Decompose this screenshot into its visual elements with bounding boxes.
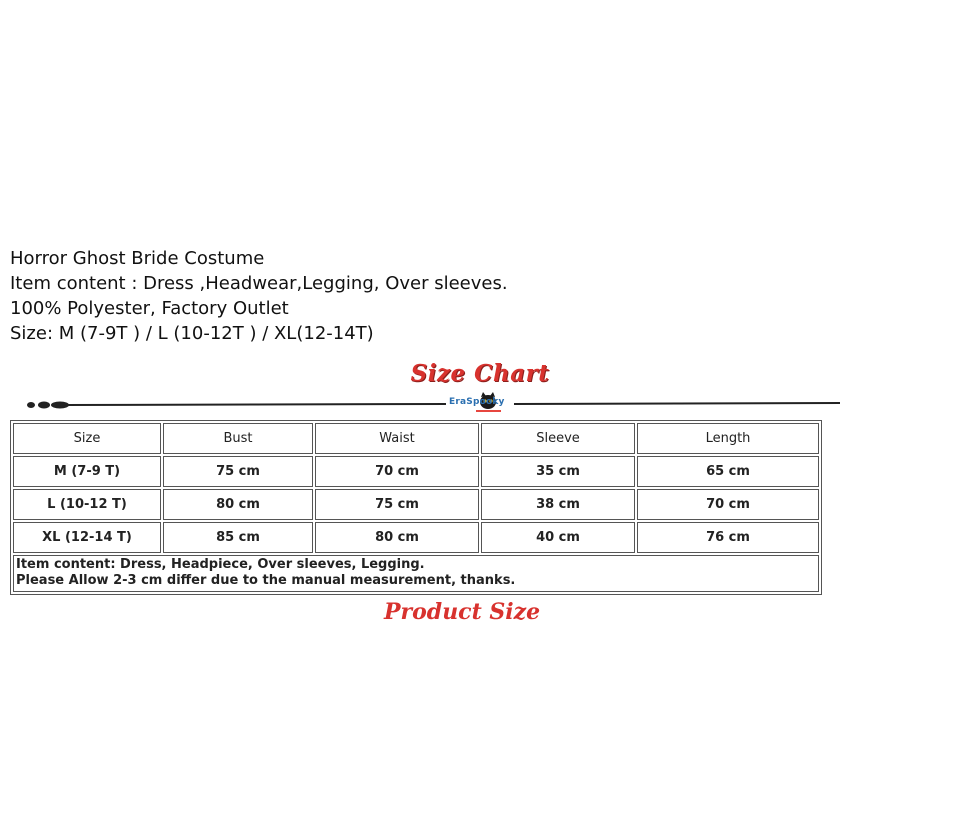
item-content: Item content : Dress ,Headwear,Legging, Over sleeves. (10, 273, 508, 294)
table-cell: 65 cm (637, 456, 819, 487)
table-cell: 38 cm (481, 489, 635, 520)
next-section-title: Product Size (384, 599, 541, 625)
table-note-row (13, 555, 819, 592)
decorative-divider (0, 392, 840, 420)
header-cell: Bust (163, 423, 313, 454)
table-cell: 70 cm (315, 456, 479, 487)
note-line-2: Please Allow 2-3 cm differ due to the manual measurement, thanks. (16, 573, 516, 588)
table-cell: 80 cm (315, 522, 479, 553)
table-row (13, 456, 819, 487)
table-cell: M (7-9 T) (13, 456, 161, 487)
table-cell: 75 cm (315, 489, 479, 520)
table-header-row (13, 423, 819, 454)
table-row (13, 522, 819, 553)
table-row (13, 489, 819, 520)
product-info (10, 246, 508, 346)
header-cell: Waist (315, 423, 479, 454)
table-note (13, 555, 819, 592)
size-options: Size: M (7-9T ) / L (10-12T ) / XL(12-14T) (10, 323, 374, 344)
table-cell: XL (12-14 T) (13, 522, 161, 553)
note-line-1: Item content: Dress, Headpiece, Over sleeves, Legging. (16, 557, 425, 572)
size-chart-title: Size Chart (410, 360, 550, 387)
size-chart-table (10, 420, 822, 595)
table-cell: 85 cm (163, 522, 313, 553)
header-cell: Length (637, 423, 819, 454)
header-cell: Size (13, 423, 161, 454)
table-cell: 76 cm (637, 522, 819, 553)
table-cell: 40 cm (481, 522, 635, 553)
table-cell: 70 cm (637, 489, 819, 520)
material: 100% Polyester, Factory Outlet (10, 298, 289, 319)
table-cell: 75 cm (163, 456, 313, 487)
header-cell: Sleeve (481, 423, 635, 454)
table-cell: 35 cm (481, 456, 635, 487)
table-cell: L (10-12 T) (13, 489, 161, 520)
brand-name: EraSpooky (449, 397, 505, 407)
product-name: Horror Ghost Bride Costume (10, 248, 265, 269)
table-cell: 80 cm (163, 489, 313, 520)
